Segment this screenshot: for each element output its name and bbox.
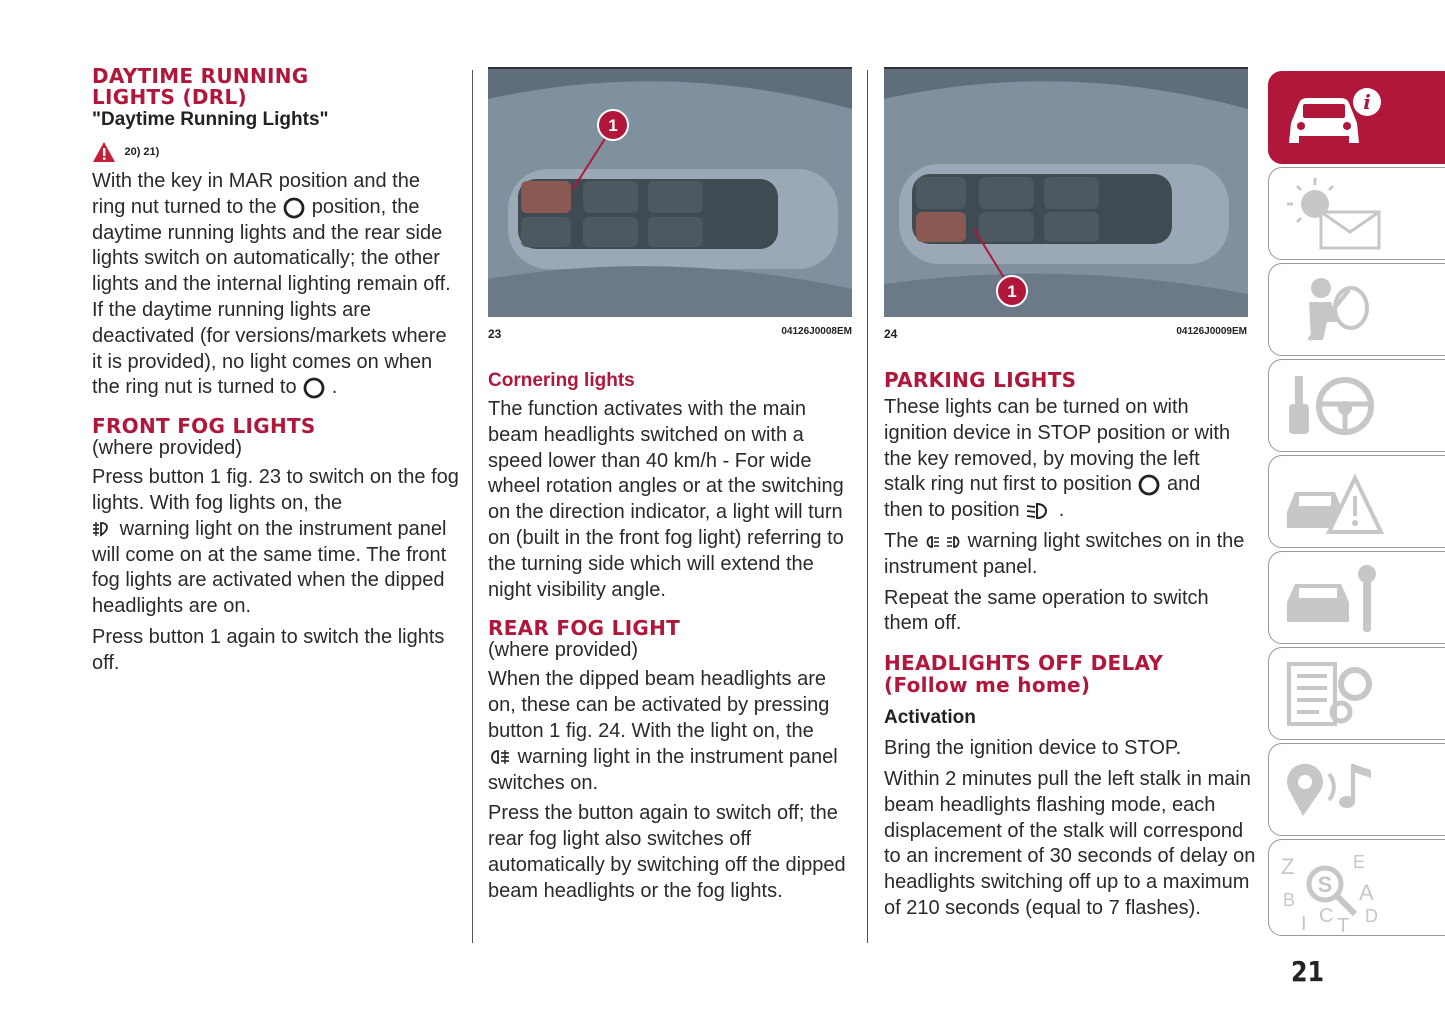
- column-divider-1: [472, 70, 473, 943]
- car-wrench-icon: [1279, 558, 1389, 638]
- front-fog-paragraph-1: Press button 1 fig. 23 to switch on the fog lights. With fog lights on, the warning light on the instrument panel will come on at the same time. The front fog lights are activated when the dipped headlights are on.: [92, 466, 459, 618]
- drl-paragraph: With the key in MAR position and the ring nut turned to the position, the daytime running lights and the rear side lights switch on automatically; the other lights and the internal lighting remain off. If the daytime running lights are deactivated (for versions/markets where it is provided), no light comes on when the ring nut is turned to .: [92, 170, 451, 399]
- figure-23-callout: 1: [608, 116, 618, 135]
- figure-24-photo: [884, 67, 1248, 317]
- car-warning-triangle-icon: [1279, 462, 1389, 542]
- svg-text:T: T: [1337, 915, 1350, 932]
- front-fog-heading: FRONT FOG LIGHTS: [92, 414, 316, 439]
- tab-starting-driving[interactable]: [1268, 359, 1445, 452]
- column-drl-fog: [92, 66, 462, 677]
- drl-subtitle: "Daytime Running Lights": [92, 109, 329, 130]
- column-parking-delay: [884, 369, 1256, 922]
- figure-23-number: 23: [488, 327, 502, 341]
- parking-heading: PARKING LIGHTS: [884, 368, 1077, 392]
- sun-envelope-icon: [1279, 174, 1389, 254]
- tab-servicing-care[interactable]: [1268, 551, 1445, 644]
- figure-24-code: 04126J0009EM: [1176, 326, 1247, 337]
- svg-text:A: A: [1359, 880, 1374, 905]
- rear-fog-heading: REAR FOG LIGHT: [488, 616, 681, 641]
- warning-references: 20) 21): [92, 141, 462, 163]
- front-fog-paragraph-2: Press button 1 again to switch the lights off.: [92, 625, 445, 674]
- dipped-beam-position-icon: [1025, 501, 1053, 521]
- headlights-off-delay-heading: HEADLIGHTS OFF DELAY (Follow me home): [884, 651, 1164, 698]
- airbag-icon: [1279, 270, 1389, 350]
- index-letters-icon: [1279, 846, 1389, 932]
- front-fog-light-icon: [92, 520, 114, 538]
- drl-heading: DAYTIME RUNNING LIGHTS (DRL): [92, 64, 309, 109]
- tab-multimedia[interactable]: [1268, 743, 1445, 836]
- cornering-paragraph: The function activates with the main beam headlights switched on with a speed lower than 40 km/h - For wide wheel rotation angles or at the switching on the direction indicator, a light will turn on (built in the front fog light) referring to the turning side which will extend the night visibility angle.: [488, 398, 844, 601]
- svg-text:C: C: [1319, 905, 1334, 927]
- tab-safety[interactable]: [1268, 263, 1445, 356]
- rear-fog-switch-panel-image: [884, 69, 1248, 317]
- rear-fog-paragraph-2: Press the button again to switch off; the rear fog light also switches off automatically by switching off the dipped beam headlights or the fog lights.: [488, 802, 846, 902]
- ring-nut-off-icon: [1137, 474, 1161, 496]
- parking-paragraph-2: The warning light switches on in the instrument panel.: [884, 529, 1245, 578]
- rear-fog-paragraph-1: When the dipped beam headlights are on, these can be activated by pressing button 1 fig. 24. With the light on, the warning light in the instrument panel switches on.: [488, 668, 838, 794]
- tab-knowing-your-car[interactable]: [1268, 71, 1445, 164]
- car-info-icon: [1279, 78, 1389, 158]
- column-divider-2: [867, 70, 868, 943]
- svg-text:S: S: [1317, 872, 1333, 897]
- activation-heading: Activation: [884, 707, 976, 729]
- svg-text:I: I: [1301, 913, 1307, 932]
- activation-paragraph-2: Within 2 minutes pull the left stalk in main beam headlights flashing mode, each displacement of the stalk will correspond to an increment of 30 seconds of delay on headlights switching off up to a maximum of 210 seconds (equal to 7 flashes).: [884, 767, 1256, 919]
- radio-music-icon: [1279, 750, 1389, 830]
- rear-fog-where: (where provided): [488, 639, 639, 662]
- tab-in-an-emergency[interactable]: [1268, 455, 1445, 548]
- front-fog-where: (where provided): [92, 437, 243, 460]
- side-lights-warning-icon: [924, 533, 962, 551]
- page-number: 21: [1290, 955, 1325, 988]
- rear-fog-light-icon: [488, 748, 512, 766]
- key-steering-wheel-icon: [1279, 366, 1389, 446]
- fog-light-switch-panel-image: [488, 69, 852, 317]
- figure-23-photo: [488, 67, 852, 317]
- svg-text:B: B: [1283, 890, 1296, 910]
- svg-text:i: i: [1363, 90, 1371, 114]
- activation-paragraph-1: Bring the ignition device to STOP.: [884, 737, 1182, 760]
- column-cornering-rear-fog: [488, 369, 856, 905]
- tab-index[interactable]: [1268, 839, 1445, 936]
- ring-nut-off-icon: [302, 377, 326, 399]
- cornering-heading: Cornering lights: [488, 370, 635, 391]
- list-gears-icon: [1279, 654, 1389, 734]
- parking-paragraph-1: These lights can be turned on with ignition device in STOP position or with the key removed, by moving the left stalk ring nut first to position and then to position .: [884, 396, 1231, 522]
- svg-text:Z: Z: [1281, 854, 1295, 879]
- tab-dashboard[interactable]: [1268, 167, 1445, 260]
- parking-paragraph-3: Repeat the same operation to switch them off.: [884, 586, 1209, 635]
- figure-23-code: 04126J0008EM: [781, 326, 852, 337]
- ring-nut-off-icon: [282, 197, 306, 219]
- warning-triangle-icon: [92, 141, 116, 163]
- tab-technical-data[interactable]: [1268, 647, 1445, 740]
- svg-text:D: D: [1365, 906, 1378, 926]
- figure-24-callout: 1: [1007, 282, 1017, 301]
- figure-24-number: 24: [884, 327, 898, 341]
- svg-text:E: E: [1353, 852, 1366, 872]
